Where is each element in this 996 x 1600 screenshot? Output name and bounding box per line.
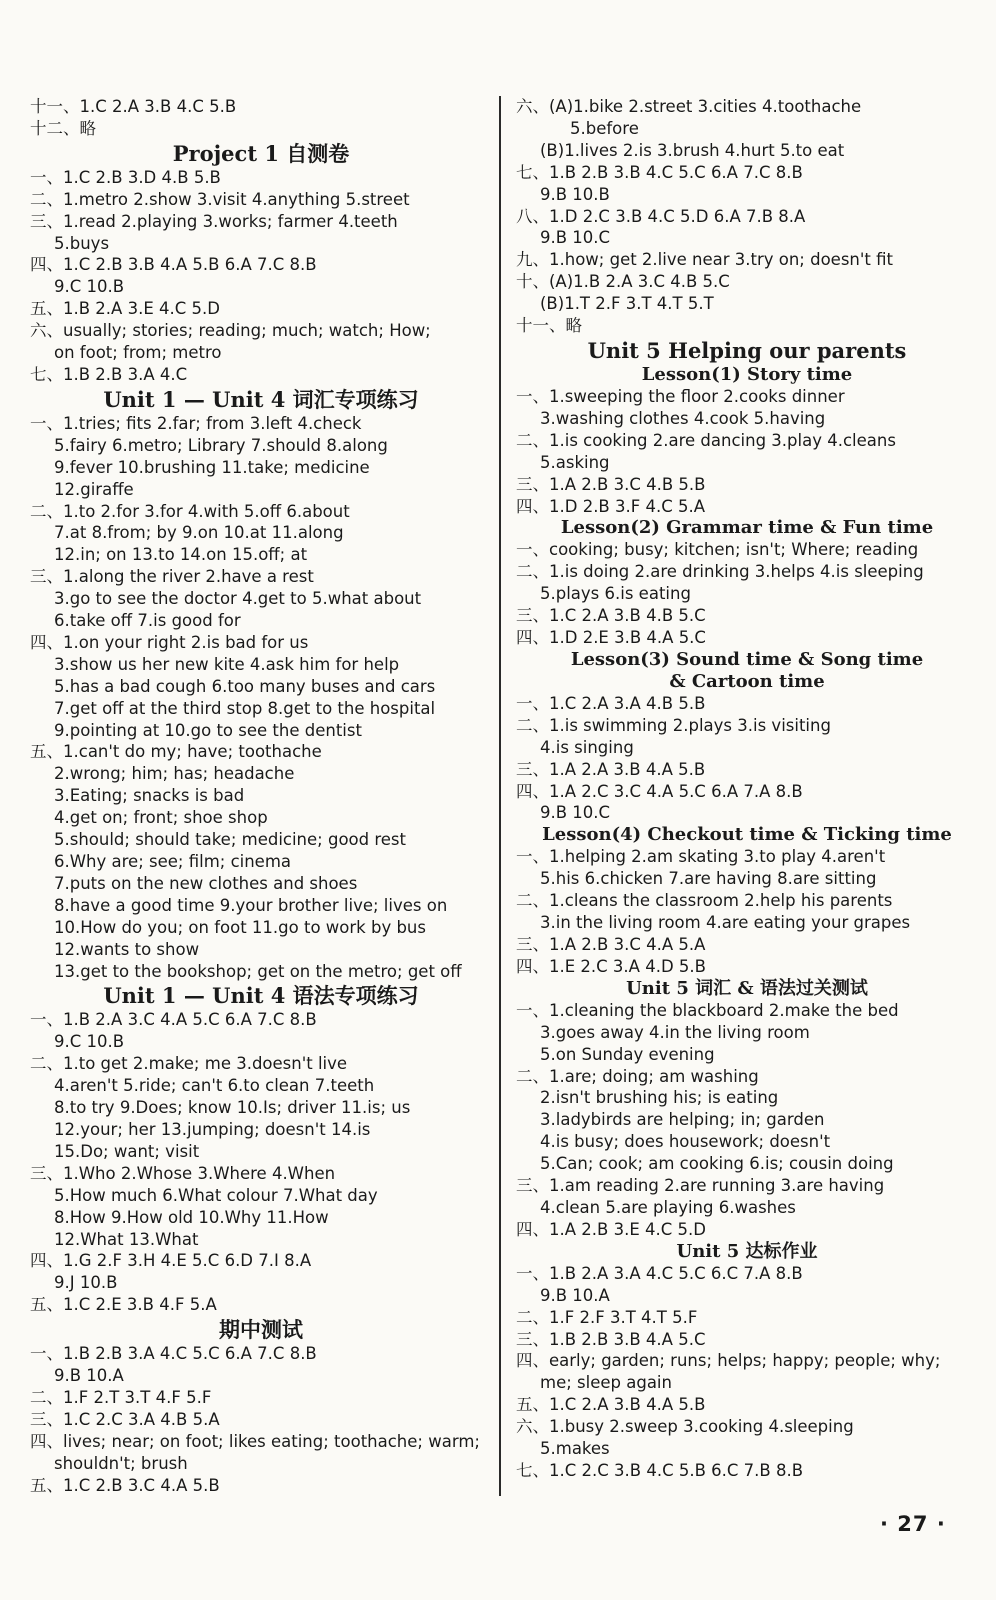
answer-line-continued: 9.B 10.A	[54, 1366, 124, 1386]
answer-line: 三、1.C 2.A 3.B 4.B 5.C	[516, 606, 706, 626]
answer-line: 一、1.C 2.A 3.A 4.B 5.B	[516, 693, 706, 713]
answer-line: 二、1.is doing 2.are drinking 3.helps 4.is sleeping	[516, 562, 924, 582]
answer-line: 十一、略	[516, 316, 582, 336]
lesson-heading: Lesson(2) Grammar time & Fun time	[560, 517, 934, 539]
answer-line: 四、1.G 2.F 3.H 4.E 5.C 6.D 7.I 8.A	[30, 1251, 312, 1271]
answer-line-continued: 7.get off at the third stop 8.get to the hospital	[54, 698, 436, 718]
answer-line-continued: 9.fever 10.brushing 11.take; medicine	[54, 457, 370, 477]
column-divider	[499, 96, 501, 1496]
answer-line: 二、1.are; doing; am washing	[516, 1066, 759, 1086]
answer-line-continued: 5.his 6.chicken 7.are having 8.are sitting	[540, 869, 877, 889]
answer-line-continued: 12.wants to show	[54, 939, 200, 959]
answer-line-continued: 12.giraffe	[54, 479, 134, 499]
answer-line: 一、cooking; busy; kitchen; isn't; Where; reading	[516, 540, 919, 560]
answer-line: 三、1.am reading 2.are running 3.are having	[516, 1176, 885, 1196]
answer-line: 一、1.tries; fits 2.far; from 3.left 4.check	[30, 413, 362, 433]
answer-line: 五、1.C 2.B 3.C 4.A 5.B	[30, 1475, 220, 1495]
answer-line-continued: 3.go to see the doctor 4.get to 5.what about	[54, 589, 422, 609]
answer-line-continued: 10.How do you; on foot 11.go to work by bus	[54, 917, 426, 937]
answer-line-continued: 3.in the living room 4.are eating your grapes	[540, 913, 911, 933]
answer-line: 十、(A)1.B 2.A 3.C 4.B 5.C	[516, 272, 730, 292]
answer-line: 二、1.metro 2.show 3.visit 4.anything 5.street	[30, 189, 410, 209]
answer-line: 六、(A)1.bike 2.street 3.cities 4.toothache	[516, 97, 862, 116]
answer-line: 四、1.C 2.B 3.B 4.A 5.B 6.A 7.C 8.B	[30, 255, 317, 275]
answer-line-continued: 5.buys	[54, 233, 110, 253]
answer-line-continued: 2.wrong; him; has; headache	[54, 764, 295, 784]
answer-line: 六、1.busy 2.sweep 3.cooking 4.sleeping	[516, 1417, 854, 1437]
answer-line-continued: 9.B 10.B	[540, 184, 610, 204]
answer-line: 五、1.C 2.A 3.B 4.A 5.B	[516, 1395, 706, 1415]
lesson-heading: Lesson(1) Story time	[641, 363, 853, 385]
page-number: · 27 ·	[880, 1512, 946, 1536]
answer-line-continued: 9.J 10.B	[54, 1273, 118, 1293]
answer-line-continued: 4.is busy; does housework; doesn't	[540, 1132, 831, 1152]
answer-line: 二、1.to 2.for 3.for 4.with 5.off 6.about	[30, 501, 350, 521]
answer-line-continued: 9.B 10.C	[540, 803, 611, 823]
answer-line: 四、1.D 2.E 3.B 4.A 5.C	[516, 628, 706, 648]
left-column	[30, 96, 492, 1496]
answer-line: 二、1.F 2.T 3.T 4.F 5.F	[30, 1387, 212, 1407]
answer-line-continued: on foot; from; metro	[54, 343, 222, 363]
answer-line-continued: 12.in; on 13.to 14.on 15.off; at	[54, 545, 308, 565]
answer-line: 三、1.A 2.B 3.C 4.B 5.B	[516, 474, 706, 494]
answer-line-continued: 5.fairy 6.metro; Library 7.should 8.along	[54, 435, 388, 455]
section-heading: Project 1 自测卷	[172, 140, 350, 166]
answer-line-continued: 9.C 10.B	[54, 277, 125, 297]
answer-line: 三、1.C 2.C 3.A 4.B 5.A	[30, 1409, 220, 1429]
answer-line: 七、1.B 2.B 3.B 4.C 5.C 6.A 7.C 8.B	[516, 162, 803, 182]
right-column	[516, 96, 978, 1482]
answer-line: 四、1.E 2.C 3.A 4.D 5.B	[516, 956, 706, 976]
lesson-heading: Unit 5 达标作业	[676, 1240, 818, 1262]
answer-line-continued: (B)1.T 2.F 3.T 4.T 5.T	[540, 294, 714, 314]
answer-line: 五、1.B 2.A 3.E 4.C 5.D	[30, 299, 220, 319]
answer-line: 一、1.helping 2.am skating 3.to play 4.aren't	[516, 847, 886, 867]
answer-line: 九、1.how; get 2.live near 3.try on; doesn't fit	[516, 250, 894, 270]
answer-line-continued: 5.before	[570, 118, 639, 138]
section-heading: 期中测试	[219, 1317, 303, 1343]
answer-line: 五、1.C 2.E 3.B 4.F 5.A	[30, 1295, 217, 1315]
answer-line-continued: 3.washing clothes 4.cook 5.having	[540, 408, 826, 428]
answer-line: 八、1.D 2.C 3.B 4.C 5.D 6.A 7.B 8.A	[516, 206, 806, 226]
answer-line-continued: 5.Can; cook; am cooking 6.is; cousin doing	[540, 1154, 894, 1174]
answer-line-continued: 6.Why are; see; film; cinema	[54, 852, 292, 871]
lesson-heading: Lesson(4) Checkout time & Ticking time	[542, 824, 952, 846]
answer-line-continued: 8.How 9.How old 10.Why 11.How	[54, 1207, 329, 1227]
answer-line: 四、1.A 2.C 3.C 4.A 5.C 6.A 7.A 8.B	[516, 781, 803, 801]
lesson-heading: & Cartoon time	[669, 670, 825, 692]
answer-line-continued: 12.your; her 13.jumping; doesn't 14.is	[54, 1119, 371, 1139]
answer-line: 七、1.B 2.B 3.A 4.C	[30, 364, 188, 384]
answer-line-continued: 5.plays 6.is eating	[540, 584, 691, 604]
answer-line-continued: 6.take off 7.is good for	[54, 611, 241, 631]
answer-line-continued: 9.C 10.B	[54, 1032, 125, 1052]
answer-line-continued: 4.get on; front; shoe shop	[54, 808, 268, 828]
answer-line-continued: me; sleep again	[540, 1373, 672, 1393]
answer-line: 十二、略	[30, 118, 96, 138]
answer-line-continued: 5.on Sunday evening	[540, 1044, 715, 1064]
answer-line: 四、1.on your right 2.is bad for us	[30, 632, 309, 652]
answer-line-continued: 9.B 10.A	[540, 1285, 610, 1305]
answer-line-continued: 15.Do; want; visit	[54, 1141, 200, 1161]
answer-line: 二、1.to get 2.make; me 3.doesn't live	[30, 1054, 348, 1074]
answer-line-continued: 3.show us her new kite 4.ask him for help	[54, 654, 400, 674]
section-heading: Unit 1 — Unit 4 语法专项练习	[103, 983, 419, 1009]
answer-line-continued: 7.puts on the new clothes and shoes	[54, 873, 358, 893]
answer-line: 一、1.sweeping the floor 2.cooks dinner	[516, 386, 845, 406]
answer-line-continued: 3.Eating; snacks is bad	[54, 786, 245, 806]
answer-line: 三、1.read 2.playing 3.works; farmer 4.teeth	[30, 211, 398, 231]
answer-line: 一、1.C 2.B 3.D 4.B 5.B	[30, 167, 221, 187]
answer-line: 二、1.F 2.F 3.T 4.T 5.F	[516, 1307, 698, 1327]
answer-line: 四、lives; near; on foot; likes eating; toothache; warm;	[30, 1431, 480, 1451]
answer-line: 三、1.along the river 2.have a rest	[30, 567, 314, 587]
answer-line-continued: 4.aren't 5.ride; can't 6.to clean 7.teeth	[54, 1076, 375, 1096]
answer-line: 四、1.D 2.B 3.F 4.C 5.A	[516, 496, 706, 516]
answer-line-continued: 5.How much 6.What colour 7.What day	[54, 1185, 378, 1205]
answer-line-continued: 8.to try 9.Does; know 10.Is; driver 11.is; us	[54, 1098, 411, 1118]
answer-line-continued: 5.makes	[540, 1439, 610, 1459]
answer-line: 一、1.B 2.B 3.A 4.C 5.C 6.A 7.C 8.B	[30, 1344, 317, 1364]
answer-line: 三、1.A 2.B 3.C 4.A 5.A	[516, 935, 706, 954]
answer-line-continued: (B)1.lives 2.is 3.brush 4.hurt 5.to eat	[540, 140, 845, 160]
answer-line-continued: 13.get to the bookshop; get on the metro; get off	[54, 961, 462, 981]
lesson-heading: Lesson(3) Sound time & Song time	[570, 648, 924, 670]
answer-line: 四、early; garden; runs; helps; happy; people; why;	[516, 1351, 941, 1371]
answer-line: 二、1.is swimming 2.plays 3.is visiting	[516, 715, 831, 735]
answer-line-continued: 4.is singing	[540, 737, 634, 757]
answer-line: 二、1.is cooking 2.are dancing 3.play 4.cleans	[516, 430, 896, 450]
answer-line-continued: 2.isn't brushing his; is eating	[540, 1088, 779, 1108]
answer-line-continued: 9.B 10.C	[540, 228, 611, 248]
answer-line-continued: 3.goes away 4.in the living room	[540, 1022, 810, 1042]
lesson-heading: Unit 5 词汇 & 语法过关测试	[626, 977, 868, 999]
answer-line-continued: 5.has a bad cough 6.too many buses and cars	[54, 676, 436, 696]
answer-line-continued: 12.What 13.What	[54, 1229, 199, 1249]
answer-line-continued: 3.ladybirds are helping; in; garden	[540, 1110, 825, 1130]
answer-line-continued: 7.at 8.from; by 9.on 10.at 11.along	[54, 523, 344, 543]
answer-line-continued: 8.have a good time 9.your brother live; lives on	[54, 895, 448, 915]
answer-line: 十一、1.C 2.A 3.B 4.C 5.B	[30, 97, 237, 116]
answer-line-continued: 5.asking	[540, 452, 610, 472]
answer-line-continued: 4.clean 5.are playing 6.washes	[540, 1197, 796, 1217]
answer-line: 三、1.A 2.A 3.B 4.A 5.B	[516, 759, 706, 779]
answer-line: 一、1.B 2.A 3.C 4.A 5.C 6.A 7.C 8.B	[30, 1010, 317, 1030]
answer-line-continued: shouldn't; brush	[54, 1453, 188, 1473]
answer-line: 一、1.cleaning the blackboard 2.make the bed	[516, 1000, 899, 1020]
answer-line: 七、1.C 2.C 3.B 4.C 5.B 6.C 7.B 8.B	[516, 1460, 804, 1480]
section-heading: Unit 5 Helping our parents	[587, 337, 907, 363]
answer-line: 四、1.A 2.B 3.E 4.C 5.D	[516, 1219, 706, 1239]
answer-line: 六、usually; stories; reading; much; watch; How;	[30, 321, 431, 341]
answer-line: 三、1.B 2.B 3.B 4.A 5.C	[516, 1329, 706, 1349]
answer-line: 二、1.cleans the classroom 2.help his parents	[516, 891, 893, 911]
answer-line: 五、1.can't do my; have; toothache	[30, 742, 322, 762]
answer-line: 一、1.B 2.A 3.A 4.C 5.C 6.C 7.A 8.B	[516, 1263, 803, 1283]
answer-line-continued: 9.pointing at 10.go to see the dentist	[54, 720, 362, 740]
answer-line-continued: 5.should; should take; medicine; good rest	[54, 830, 406, 850]
answer-line: 三、1.Who 2.Whose 3.Where 4.When	[30, 1163, 336, 1183]
section-heading: Unit 1 — Unit 4 词汇专项练习	[103, 386, 419, 412]
